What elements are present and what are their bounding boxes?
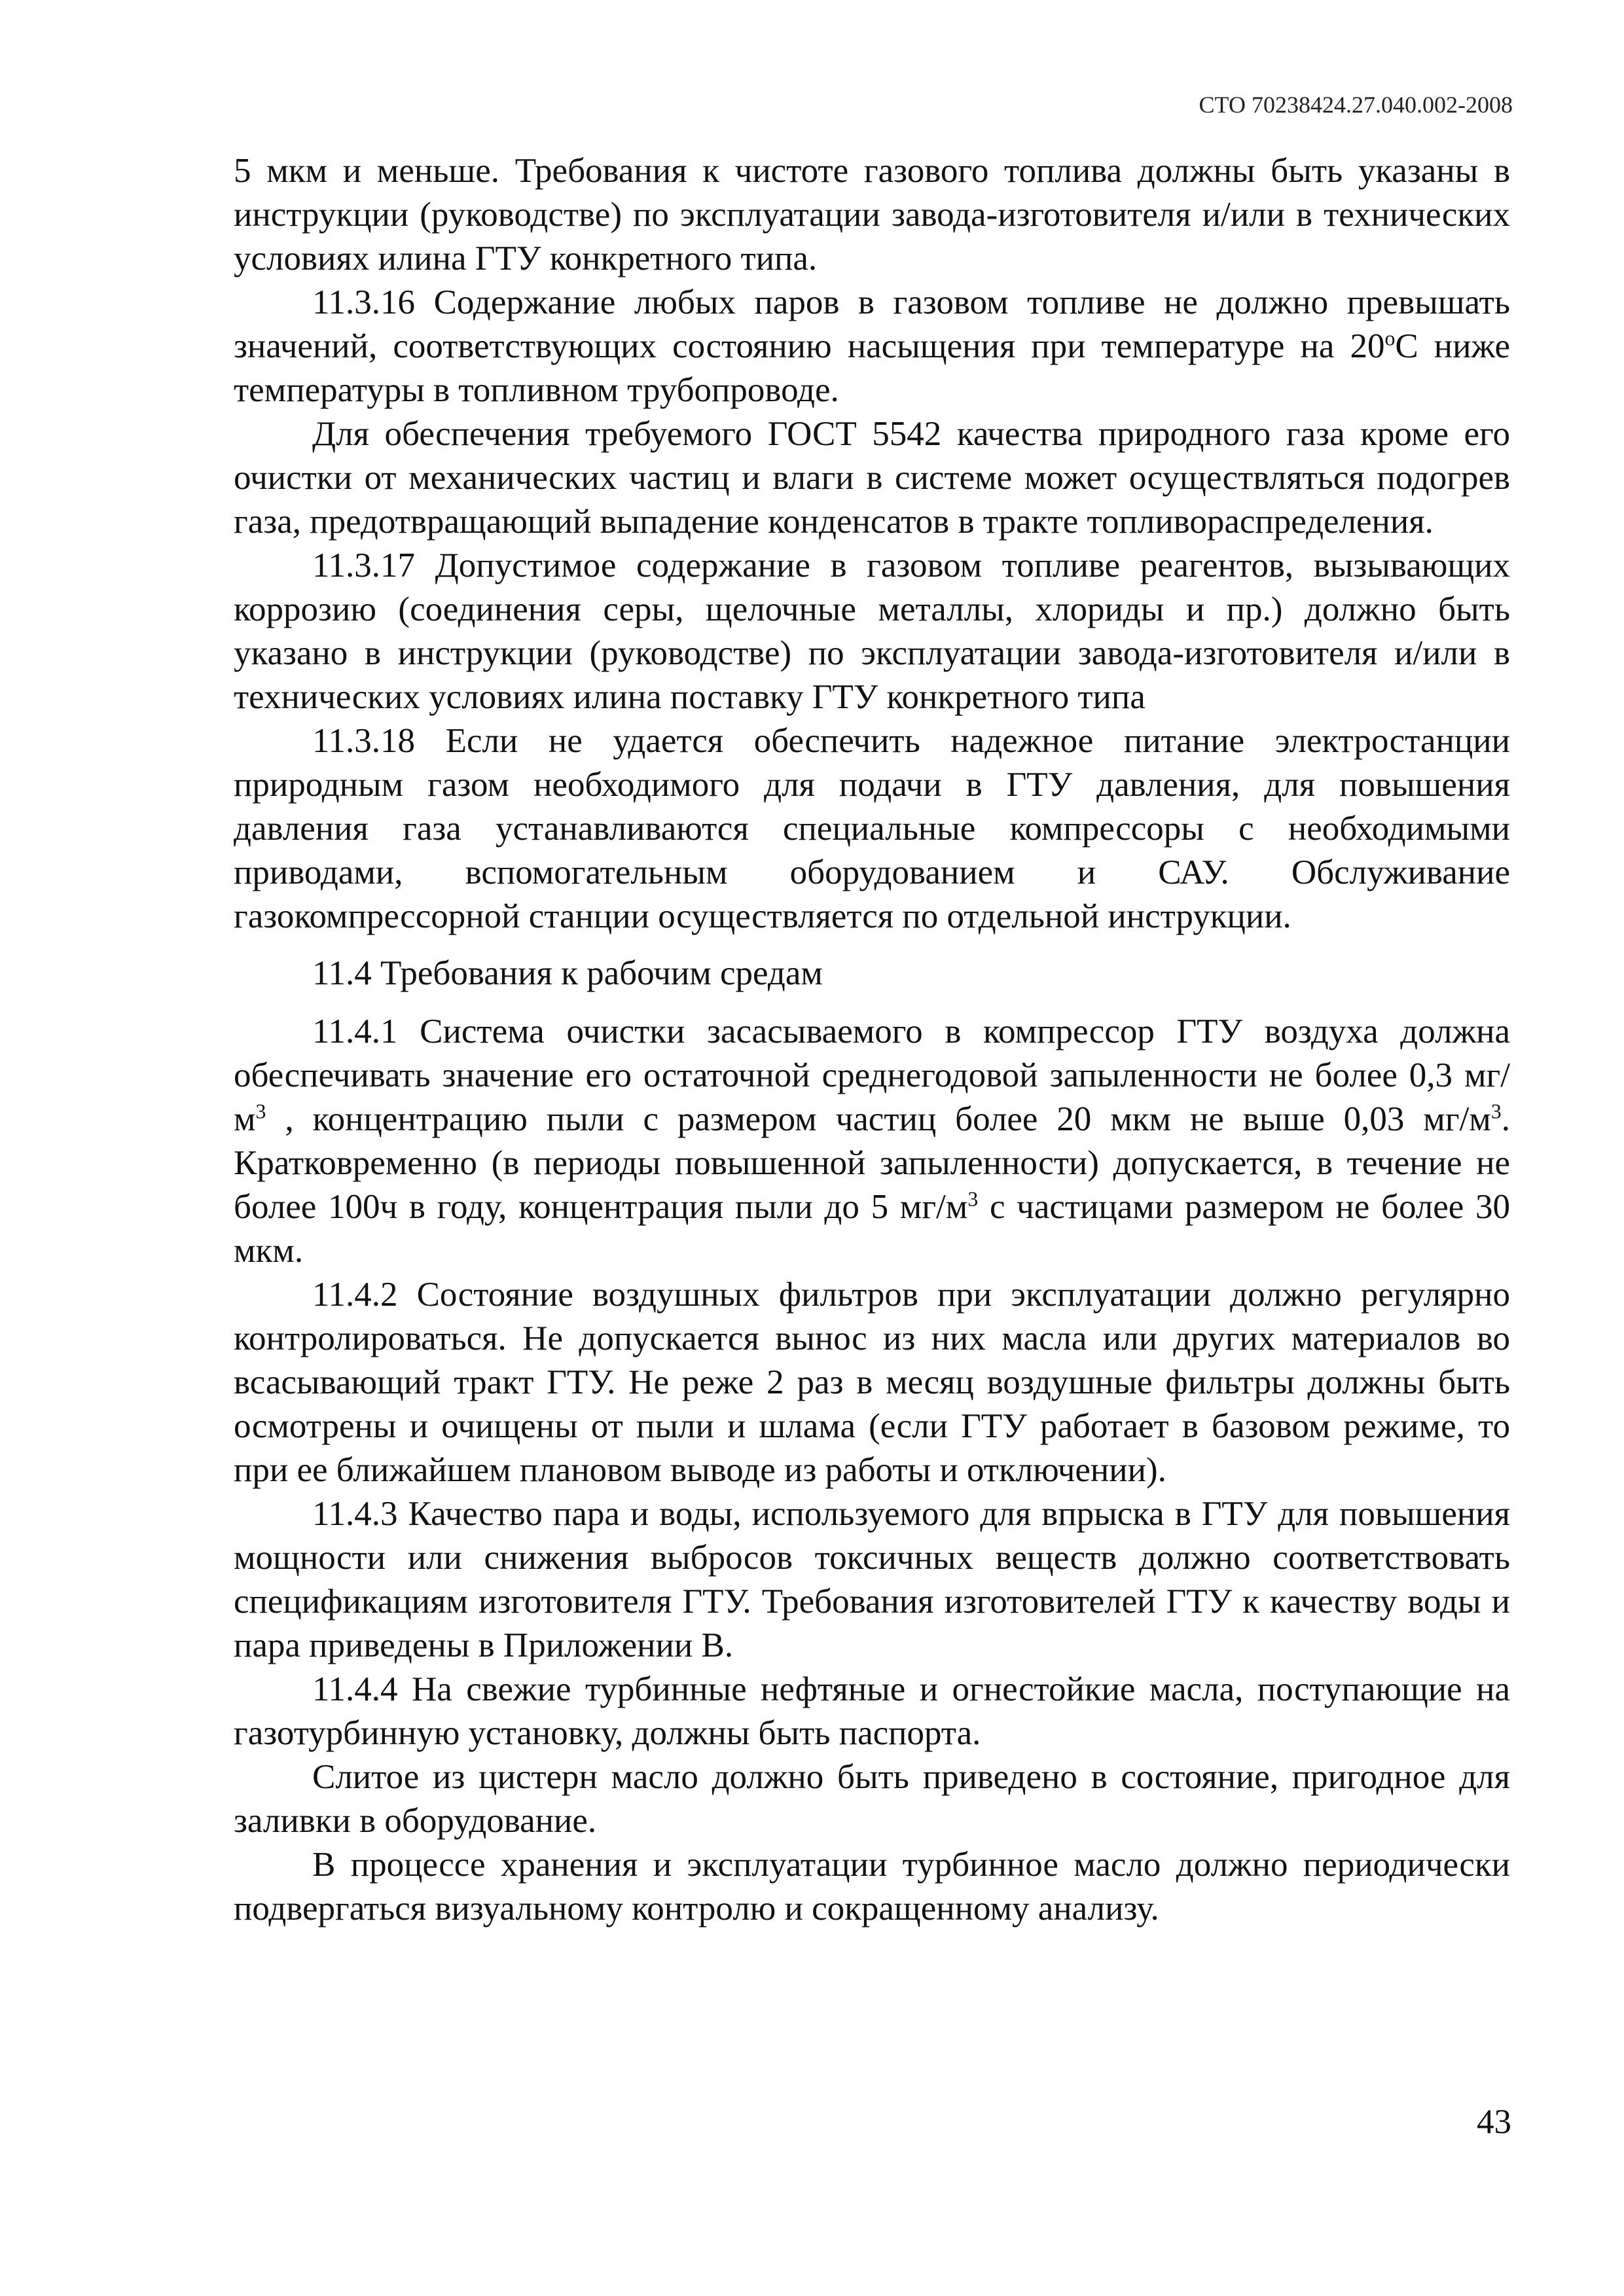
paragraph-11-4-4: 11.4.4 На свежие турбинные нефтяные и огнестойкие масла, поступающие на газотурбинную установку, должны быть паспорта. <box>234 1670 1510 1752</box>
cubic-superscript: 3 <box>967 1187 979 1211</box>
paragraph-11-4-1 <box>234 1010 1510 1273</box>
paragraph-11-3-16 <box>234 281 1510 412</box>
paragraph-11-4-3: 11.4.3 Качество пара и воды, используемого для впрыска в ГТУ для повышения мощности или снижения выбросов токсичных веществ должно соответствовать спецификациям изготовителя ГТУ. Требования изготовителей ГТУ к качеству воды и пара приведены в Приложении В. <box>234 1495 1510 1664</box>
paragraph-drained-oil: Слитое из цистерн масло должно быть приведено в состояние, пригодное для заливки в оборудование. <box>234 1758 1510 1840</box>
paragraph-text: . Кратковременно (в периоды повышенной запыленности) допускается, в течение не более 100ч в году, концентрация пыли до 5 мг/м <box>234 1100 1510 1226</box>
paragraph-text: , концентрацию пыли с размером частиц более 20 мкм не выше 0,03 мг/м <box>266 1100 1491 1138</box>
paragraph-text: 11.4.1 Система очистки засасываемого в компрессор ГТУ воздуха должна обеспечивать значение его остаточной среднегодовой запыленности не более 0,3 мг/м <box>234 1013 1510 1138</box>
paragraph-text: с частицами размером не более 30 мкм. <box>234 1188 1510 1270</box>
paragraph-continuation: 5 мкм и меньше. Требования к чистоте газового топлива должны быть указаны в инструкции (руководстве) по эксплуатации завода-изготовителя и/или в технических условиях илина ГТУ конкретного типа. <box>234 152 1510 278</box>
section-heading-11-4: 11.4 Требования к рабочим средам <box>312 954 823 992</box>
paragraph-11-3-18: 11.3.18 Если не удается обеспечить надежное питание электростанции природным газом необходимого для подачи в ГТУ давления, для повышения давления газа устанавливаются специальные компрессоры с необходимыми приводами, вспомогательным оборудованием и САУ. Обслуживание газокомпрессорной станции осуществляется по отдельной инструкции. <box>234 722 1510 935</box>
document-body <box>234 149 1510 1931</box>
document-code-header: СТО 70238424.27.040.002-2008 <box>1199 92 1513 118</box>
paragraph-oil-monitoring: В процессе хранения и эксплуатации турбинное масло должно периодически подвергаться визуальному контролю и сокращенному анализу. <box>234 1846 1510 1928</box>
page-number: 43 <box>1477 2103 1511 2141</box>
cubic-superscript: 3 <box>1490 1100 1502 1123</box>
cubic-superscript: 3 <box>255 1100 266 1123</box>
paragraph-11-4-2: 11.4.2 Состояние воздушных фильтров при эксплуатации должно регулярно контролироваться. Не допускается вынос из них масла или других материалов во всасывающий тракт ГТУ. Не реже 2 раз в месяц воздушные фильтры должны быть осмотрены и очищены от пыли и шлама (если ГТУ работает в базовом режиме, то при ее ближайшем плановом выводе из работы и отключении). <box>234 1276 1510 1489</box>
degree-superscript: о <box>1384 327 1396 350</box>
paragraph-gas-quality: Для обеспечения требуемого ГОСТ 5542 качества природного газа кроме его очистки от механических частиц и влаги в системе может осуществляться подогрев газа, предотвращающий выпадение конденсатов в тракте топливораспределения. <box>234 415 1510 541</box>
paragraph-text: 11.3.16 Содержание любых паров в газовом топливе не должно превышать значений, соответствующих состоянию насыщения при температуре на 20 <box>234 283 1510 365</box>
paragraph-text: С ниже температуры в топливном трубопроводе. <box>234 327 1510 409</box>
paragraph-11-3-17: 11.3.17 Допустимое содержание в газовом топливе реагентов, вызывающих коррозию (соединения серы, щелочные металлы, хлориды и пр.) должно быть указано в инструкции (руководстве) по эксплуатации завода-изготовителя и/или в технических условиях илина поставку ГТУ конкретного типа <box>234 547 1510 716</box>
